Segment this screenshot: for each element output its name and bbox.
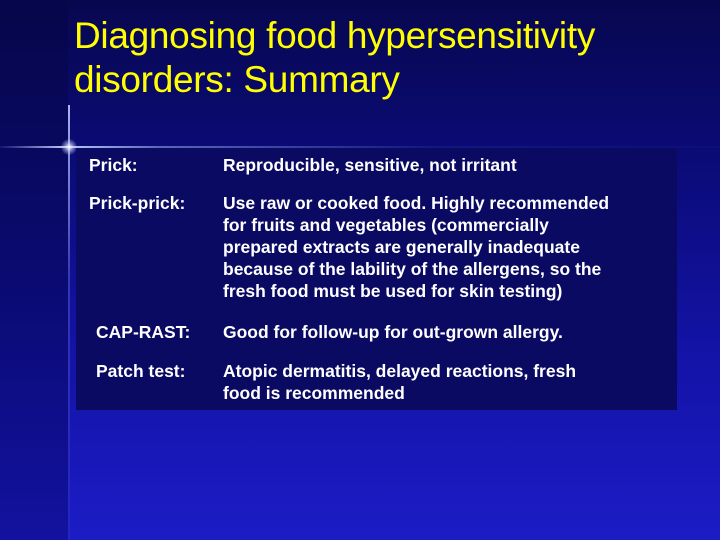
slide-title-line-2: disorders: Summary (74, 59, 400, 100)
term-cap-rast: CAP-RAST: (96, 322, 191, 342)
definition-line: for fruits and vegetables (commercially (223, 215, 549, 235)
decorative-sparkle (61, 139, 77, 155)
definition-line: fresh food must be used for skin testing) (223, 281, 563, 301)
definition-cap-rast (223, 321, 563, 343)
definition-prick (223, 154, 517, 176)
decorative-vertical-line (68, 105, 70, 540)
definition-line: Reproducible, sensitive, not irritant (223, 155, 517, 175)
term-prick: Prick: (89, 155, 138, 175)
term-prick-prick: Prick-prick: (89, 193, 186, 213)
definition-line: Atopic dermatitis, delayed reactions, fresh (223, 361, 577, 381)
definition-line: because of the lability of the allergens, so the (223, 259, 602, 279)
slide-title-line-1: Diagnosing food hypersensitivity (74, 15, 596, 56)
definition-line: Use raw or cooked food. Highly recommended (223, 193, 610, 213)
definition-patch-test (223, 360, 576, 404)
left-decorative-band (0, 0, 68, 540)
term-patch-test: Patch test: (96, 361, 186, 381)
slide-title (74, 14, 704, 102)
definition-line: Good for follow-up for out-grown allergy. (223, 322, 563, 342)
definition-prick-prick (223, 192, 609, 302)
definition-line: prepared extracts are generally inadequate (223, 237, 580, 257)
definition-line: food is recommended (223, 383, 405, 403)
